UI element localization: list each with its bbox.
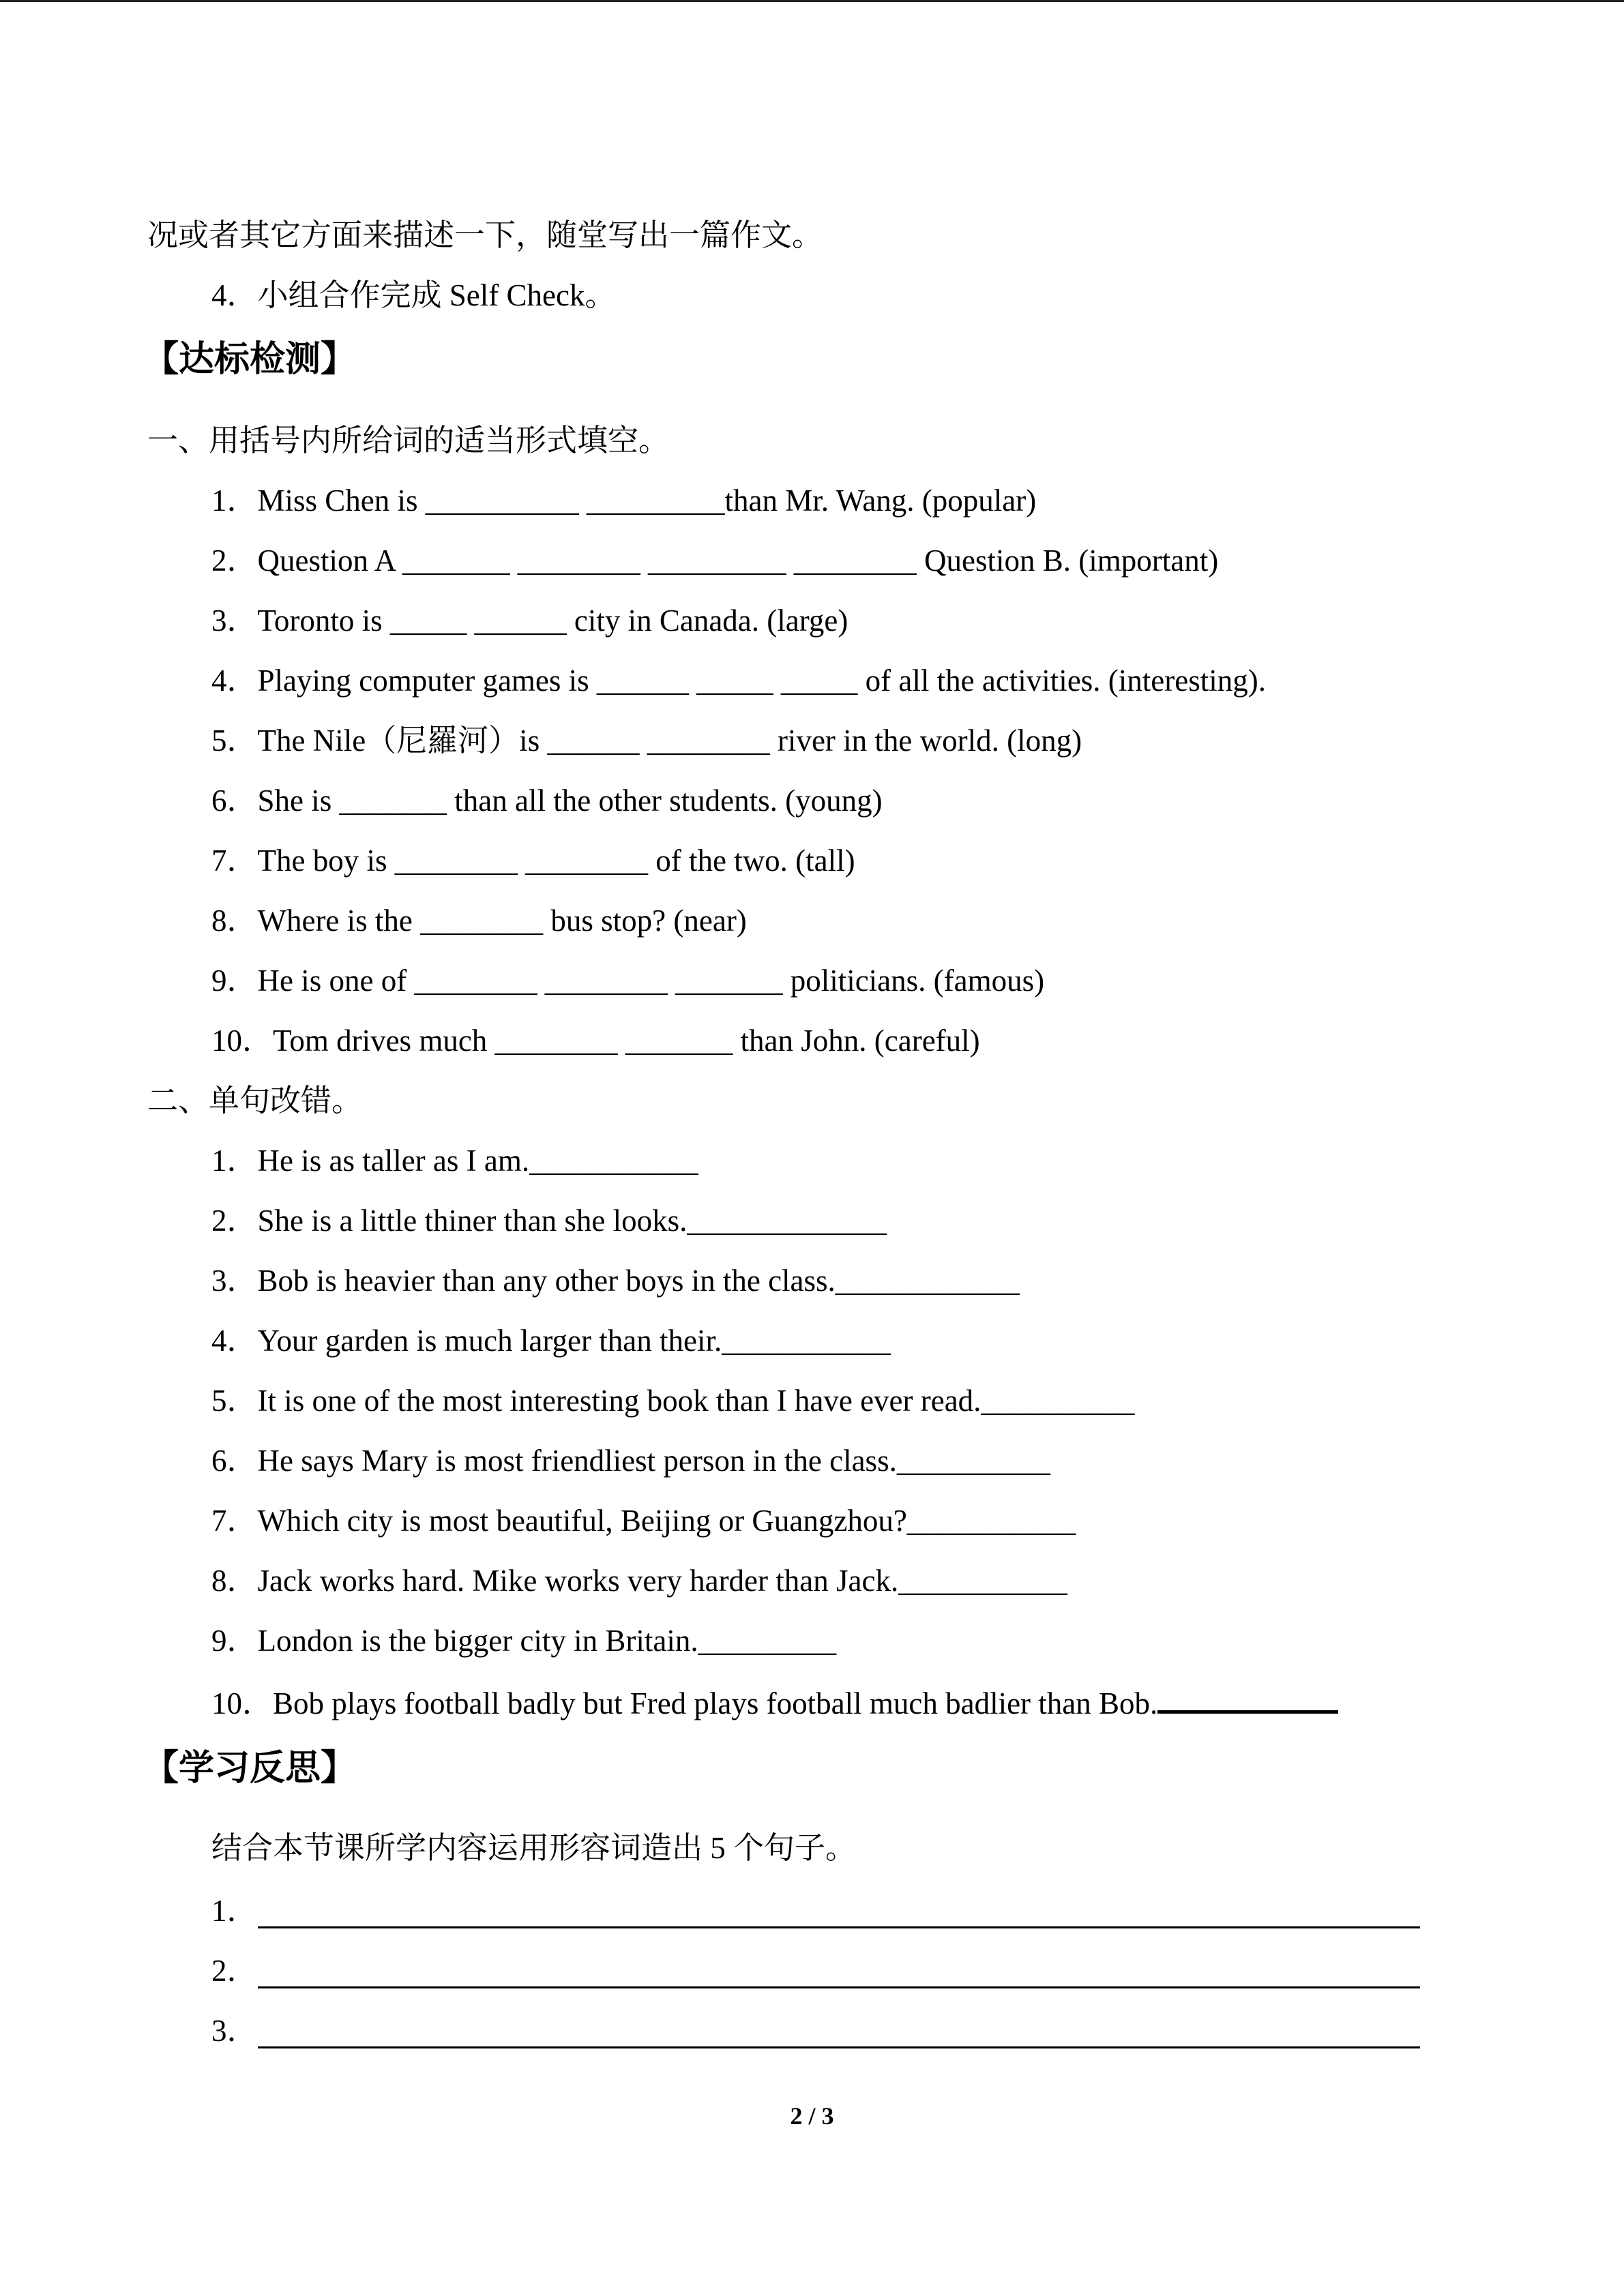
part1-item: 10．Tom drives much ________ _______ than John. (careful) <box>211 1024 980 1058</box>
part1-title: 一、用括号内所给词的适当形式填空。 <box>147 423 670 458</box>
part2-item-text: 10．Bob plays football badly but Fred plays football much badlier than Bob. <box>211 1686 1158 1720</box>
reflect-line-label: 3． <box>211 2014 258 2048</box>
writing-line <box>258 1926 1420 1928</box>
part1-item: 9．He is one of ________ ________ _______ politicians. (famous) <box>211 964 1045 998</box>
part2-item: 3．Bob is heavier than any other boys in the class.____________ <box>211 1264 1020 1298</box>
part1-item: 8．Where is the ________ bus stop? (near) <box>211 904 747 938</box>
part2-item: 2．She is a little thiner than she looks._____________ <box>211 1204 887 1238</box>
page-top-border <box>0 0 1624 2</box>
reflect-instruction: 结合本节课所学内容运用形容词造出 5 个句子。 <box>211 1831 857 1865</box>
part2-item: 6．He says Mary is most friendliest person in the class.__________ <box>211 1444 1050 1478</box>
part1-item: 3．Toronto is _____ ______ city in Canada. (large) <box>211 603 848 638</box>
intro-continuation: 况或者其它方面来描述一下，随堂写出一篇作文。 <box>147 218 823 252</box>
part2-item: 8．Jack works hard. Mike works very harder than Jack.___________ <box>211 1564 1067 1598</box>
intro-step-4: 4．小组合作完成 Self Check。 <box>211 278 616 312</box>
part1-item: 5．The Nile（尼羅河）is ______ ________ river in the world. (long) <box>211 724 1082 758</box>
reflect-line-label: 2． <box>211 1954 258 1988</box>
part1-item: 1．Miss Chen is __________ _________than Mr. Wang. (popular) <box>211 483 1037 518</box>
writing-line <box>258 1986 1420 1988</box>
page-number: 2 / 3 <box>790 2102 834 2130</box>
part1-item: 4．Playing computer games is ______ _____ _____ of all the activities. (interesting). <box>211 664 1266 698</box>
part2-item: 4．Your garden is much larger than their.___________ <box>211 1324 891 1358</box>
part2-title: 二、单句改错。 <box>147 1084 363 1118</box>
reflect-line-label: 1． <box>211 1894 258 1928</box>
part2-item-last <box>211 1680 1338 1724</box>
part2-item: 7．Which city is most beautiful, Beijing or Guangzhou?___________ <box>211 1504 1076 1538</box>
part1-item: 6．She is _______ than all the other students. (young) <box>211 784 883 818</box>
part2-item: 5．It is one of the most interesting book than I have ever read.__________ <box>211 1384 1135 1418</box>
answer-blank <box>1157 1680 1338 1714</box>
writing-line <box>258 2046 1420 2048</box>
part2-item: 9．London is the bigger city in Britain._________ <box>211 1624 837 1658</box>
section-heading-test: 【达标检测】 <box>143 339 357 380</box>
part1-item: 7．The boy is ________ ________ of the two. (tall) <box>211 844 855 878</box>
part1-item: 2．Question A _______ ________ _________ ________ Question B. (important) <box>211 543 1219 578</box>
section-heading-reflect: 【学习反思】 <box>143 1748 357 1789</box>
part2-item: 1．He is as taller as I am.___________ <box>211 1144 698 1178</box>
